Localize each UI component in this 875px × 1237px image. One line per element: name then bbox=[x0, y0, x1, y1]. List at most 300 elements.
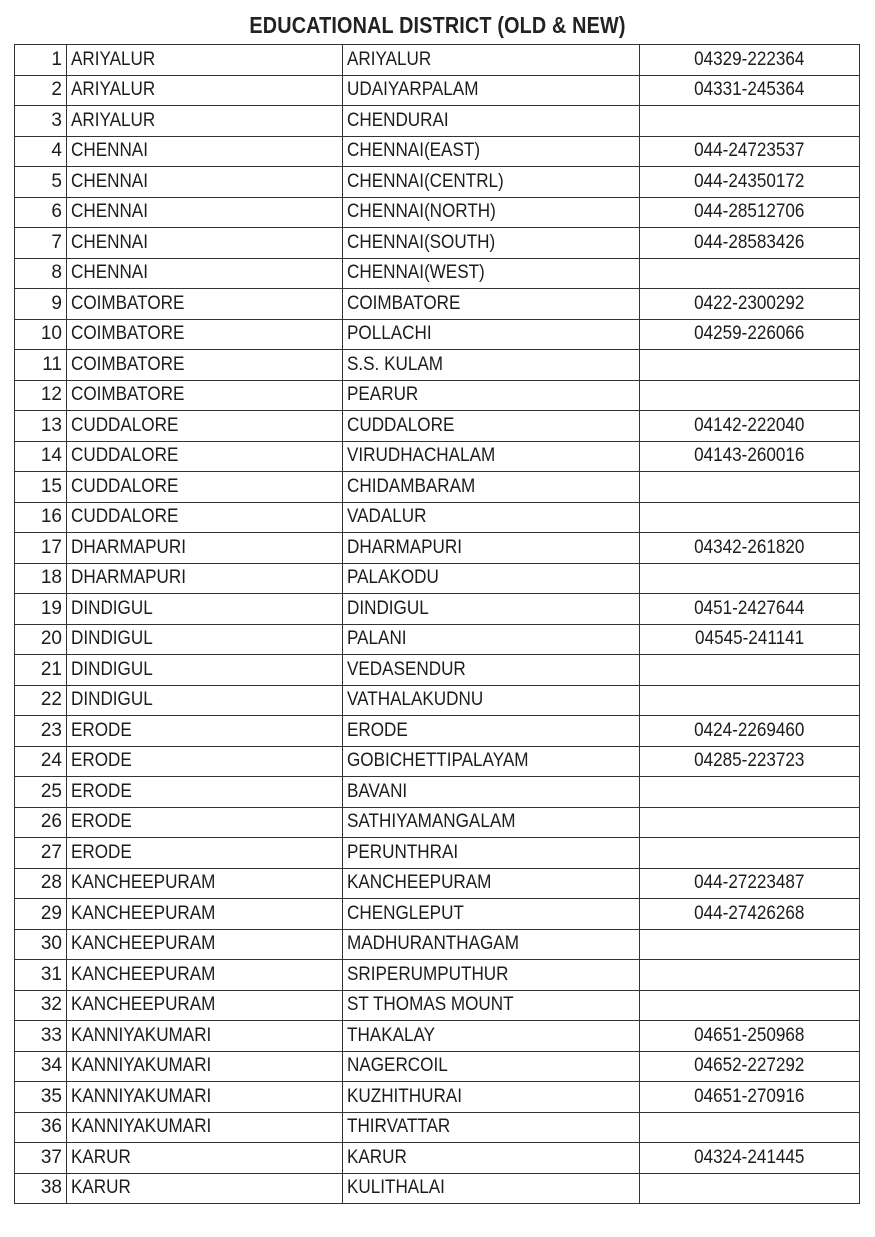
educational-district-text: PALANI bbox=[347, 628, 407, 650]
table-row bbox=[15, 136, 860, 167]
district-text: KANCHEEPURAM bbox=[71, 902, 216, 924]
district-text: CUDDALORE bbox=[71, 445, 179, 467]
district-cell bbox=[67, 990, 343, 1021]
district-cell bbox=[67, 685, 343, 716]
educational-district-text: PALAKODU bbox=[347, 567, 439, 589]
district-text: KANCHEEPURAM bbox=[71, 933, 216, 955]
row-number-text: 19 bbox=[40, 597, 62, 619]
row-number-text: 34 bbox=[40, 1055, 62, 1077]
row-number-text: 12 bbox=[40, 384, 62, 406]
phone-cell bbox=[640, 441, 860, 472]
phone-cell bbox=[640, 380, 860, 411]
row-number-cell bbox=[15, 807, 67, 838]
row-number-text: 11 bbox=[42, 353, 62, 375]
phone-text: 04329-222364 bbox=[694, 48, 805, 70]
district-cell bbox=[67, 380, 343, 411]
district-text: KANNIYAKUMARI bbox=[71, 1116, 212, 1138]
table-row bbox=[15, 1173, 860, 1204]
table-row bbox=[15, 1143, 860, 1174]
phone-text: 04652-227292 bbox=[694, 1055, 805, 1077]
phone-cell bbox=[640, 716, 860, 747]
row-number-cell bbox=[15, 350, 67, 381]
page-title: EDUCATIONAL DISTRICT (OLD & NEW) bbox=[249, 12, 626, 38]
row-number-cell bbox=[15, 1082, 67, 1113]
district-text: ARIYALUR bbox=[71, 79, 156, 101]
row-number-text: 4 bbox=[51, 140, 62, 162]
row-number-cell bbox=[15, 990, 67, 1021]
phone-cell bbox=[640, 502, 860, 533]
educational-district-cell bbox=[343, 45, 640, 76]
row-number-cell bbox=[15, 594, 67, 625]
educational-district-cell bbox=[343, 1021, 640, 1052]
phone-cell bbox=[640, 167, 860, 198]
district-cell bbox=[67, 258, 343, 289]
phone-cell bbox=[640, 563, 860, 594]
district-cell bbox=[67, 960, 343, 991]
district-cell bbox=[67, 75, 343, 106]
table-row bbox=[15, 197, 860, 228]
district-cell bbox=[67, 1143, 343, 1174]
phone-text: 04342-261820 bbox=[694, 536, 805, 558]
row-number-cell bbox=[15, 380, 67, 411]
row-number-text: 29 bbox=[40, 902, 62, 924]
educational-district-cell bbox=[343, 716, 640, 747]
phone-text: 04545-241141 bbox=[694, 628, 805, 650]
phone-cell bbox=[640, 929, 860, 960]
row-number-cell bbox=[15, 106, 67, 137]
phone-cell bbox=[640, 472, 860, 503]
district-text: CHENNAI bbox=[71, 140, 148, 162]
district-text: COIMBATORE bbox=[71, 353, 185, 375]
educational-district-text: CHENDURAI bbox=[347, 109, 449, 131]
table-row bbox=[15, 960, 860, 991]
phone-text: 04324-241445 bbox=[694, 1146, 805, 1168]
row-number-cell bbox=[15, 75, 67, 106]
table-row bbox=[15, 106, 860, 137]
row-number-cell bbox=[15, 45, 67, 76]
district-text: ERODE bbox=[71, 780, 132, 802]
educational-district-text: THIRVATTAR bbox=[347, 1116, 451, 1138]
educational-district-text: CUDDALORE bbox=[347, 414, 455, 436]
table-row bbox=[15, 655, 860, 686]
educational-district-text: NAGERCOIL bbox=[347, 1055, 448, 1077]
educational-district-cell bbox=[343, 655, 640, 686]
district-text: KARUR bbox=[71, 1146, 131, 1168]
educational-district-text: VADALUR bbox=[347, 506, 427, 528]
district-text: KANCHEEPURAM bbox=[71, 872, 216, 894]
row-number-cell bbox=[15, 960, 67, 991]
phone-cell bbox=[640, 807, 860, 838]
district-text: KANNIYAKUMARI bbox=[71, 1085, 212, 1107]
educational-district-cell bbox=[343, 441, 640, 472]
table-row bbox=[15, 746, 860, 777]
district-cell bbox=[67, 929, 343, 960]
educational-district-text: SRIPERUMPUTHUR bbox=[347, 963, 509, 985]
row-number-text: 23 bbox=[40, 719, 62, 741]
phone-cell bbox=[640, 258, 860, 289]
educational-district-text: MADHURANTHAGAM bbox=[347, 933, 519, 955]
educational-district-cell bbox=[343, 533, 640, 564]
district-text: DHARMAPURI bbox=[71, 536, 186, 558]
phone-cell bbox=[640, 350, 860, 381]
row-number-text: 27 bbox=[40, 841, 62, 863]
row-number-text: 31 bbox=[40, 963, 62, 985]
educational-district-text: COIMBATORE bbox=[347, 292, 461, 314]
educational-district-text: VEDASENDUR bbox=[347, 658, 466, 680]
district-text: DINDIGUL bbox=[71, 658, 153, 680]
row-number-text: 16 bbox=[40, 506, 62, 528]
educational-district-cell bbox=[343, 594, 640, 625]
educational-district-text: UDAIYARPALAM bbox=[347, 79, 479, 101]
district-cell bbox=[67, 1082, 343, 1113]
phone-cell bbox=[640, 319, 860, 350]
educational-district-text: CHIDAMBARAM bbox=[347, 475, 476, 497]
educational-district-cell bbox=[343, 380, 640, 411]
phone-text: 04142-222040 bbox=[694, 414, 805, 436]
educational-district-text: POLLACHI bbox=[347, 323, 432, 345]
row-number-text: 26 bbox=[40, 811, 62, 833]
educational-district-cell bbox=[343, 807, 640, 838]
district-cell bbox=[67, 1051, 343, 1082]
phone-cell bbox=[640, 411, 860, 442]
educational-district-cell bbox=[343, 838, 640, 869]
district-cell bbox=[67, 624, 343, 655]
row-number-text: 9 bbox=[51, 292, 62, 314]
district-cell bbox=[67, 1173, 343, 1204]
educational-district-cell bbox=[343, 990, 640, 1021]
row-number-text: 8 bbox=[51, 262, 62, 284]
row-number-cell bbox=[15, 289, 67, 320]
phone-cell bbox=[640, 624, 860, 655]
table-row bbox=[15, 716, 860, 747]
phone-text: 04259-226066 bbox=[694, 323, 805, 345]
phone-text: 044-24723537 bbox=[694, 140, 805, 162]
district-cell bbox=[67, 533, 343, 564]
table-row bbox=[15, 411, 860, 442]
district-text: ERODE bbox=[71, 750, 132, 772]
row-number-text: 15 bbox=[40, 475, 62, 497]
phone-text: 0422-2300292 bbox=[694, 292, 805, 314]
educational-district-text: ST THOMAS MOUNT bbox=[347, 994, 514, 1016]
educational-district-text: SATHIYAMANGALAM bbox=[347, 811, 516, 833]
table-row bbox=[15, 380, 860, 411]
district-text: ARIYALUR bbox=[71, 48, 156, 70]
table-row bbox=[15, 685, 860, 716]
phone-cell bbox=[640, 1143, 860, 1174]
district-cell bbox=[67, 868, 343, 899]
district-cell bbox=[67, 45, 343, 76]
educational-district-cell bbox=[343, 502, 640, 533]
row-number-text: 2 bbox=[51, 79, 62, 101]
phone-text: 04651-270916 bbox=[694, 1085, 805, 1107]
row-number-cell bbox=[15, 502, 67, 533]
row-number-text: 1 bbox=[51, 48, 62, 70]
table-row bbox=[15, 533, 860, 564]
educational-district-cell bbox=[343, 106, 640, 137]
district-text: KANCHEEPURAM bbox=[71, 963, 216, 985]
row-number-cell bbox=[15, 167, 67, 198]
row-number-text: 13 bbox=[40, 414, 62, 436]
table-row bbox=[15, 624, 860, 655]
district-cell bbox=[67, 197, 343, 228]
phone-cell bbox=[640, 75, 860, 106]
phone-cell bbox=[640, 746, 860, 777]
phone-cell bbox=[640, 655, 860, 686]
district-text: COIMBATORE bbox=[71, 292, 185, 314]
educational-district-cell bbox=[343, 1173, 640, 1204]
district-cell bbox=[67, 594, 343, 625]
row-number-text: 38 bbox=[40, 1177, 62, 1199]
educational-district-cell bbox=[343, 258, 640, 289]
district-cell bbox=[67, 655, 343, 686]
educational-district-text: THAKALAY bbox=[347, 1024, 436, 1046]
educational-district-cell bbox=[343, 685, 640, 716]
educational-district-cell bbox=[343, 75, 640, 106]
row-number-text: 22 bbox=[40, 689, 62, 711]
table-row bbox=[15, 75, 860, 106]
phone-cell bbox=[640, 868, 860, 899]
educational-district-cell bbox=[343, 899, 640, 930]
educational-district-text: DHARMAPURI bbox=[347, 536, 462, 558]
phone-text: 044-27426268 bbox=[694, 902, 805, 924]
educational-district-text: CHENNAI(SOUTH) bbox=[347, 231, 496, 253]
row-number-cell bbox=[15, 411, 67, 442]
table-row bbox=[15, 838, 860, 869]
district-cell bbox=[67, 289, 343, 320]
educational-district-text: CHENNAI(NORTH) bbox=[347, 201, 496, 223]
educational-district-text: BAVANI bbox=[347, 780, 408, 802]
row-number-cell bbox=[15, 319, 67, 350]
district-cell bbox=[67, 563, 343, 594]
table-row bbox=[15, 45, 860, 76]
table-row bbox=[15, 899, 860, 930]
phone-cell bbox=[640, 777, 860, 808]
row-number-cell bbox=[15, 838, 67, 869]
educational-district-text: DINDIGUL bbox=[347, 597, 429, 619]
row-number-text: 30 bbox=[40, 933, 62, 955]
district-text: ERODE bbox=[71, 841, 132, 863]
table-row bbox=[15, 1082, 860, 1113]
row-number-cell bbox=[15, 655, 67, 686]
educational-district-text: VIRUDHACHALAM bbox=[347, 445, 496, 467]
educational-district-text: ARIYALUR bbox=[347, 48, 432, 70]
phone-cell bbox=[640, 228, 860, 259]
row-number-text: 24 bbox=[40, 750, 62, 772]
table-row bbox=[15, 929, 860, 960]
district-text: CUDDALORE bbox=[71, 475, 179, 497]
district-cell bbox=[67, 1021, 343, 1052]
district-cell bbox=[67, 411, 343, 442]
row-number-cell bbox=[15, 1021, 67, 1052]
educational-district-cell bbox=[343, 868, 640, 899]
phone-cell bbox=[640, 1021, 860, 1052]
educational-district-cell bbox=[343, 350, 640, 381]
educational-district-cell bbox=[343, 472, 640, 503]
phone-text: 04331-245364 bbox=[694, 79, 805, 101]
district-cell bbox=[67, 136, 343, 167]
phone-text: 04285-223723 bbox=[694, 750, 805, 772]
district-text: ARIYALUR bbox=[71, 109, 156, 131]
phone-cell bbox=[640, 899, 860, 930]
row-number-cell bbox=[15, 1143, 67, 1174]
row-number-text: 3 bbox=[51, 109, 62, 131]
educational-district-text: KARUR bbox=[347, 1146, 407, 1168]
row-number-text: 5 bbox=[51, 170, 62, 192]
district-cell bbox=[67, 350, 343, 381]
row-number-text: 37 bbox=[40, 1146, 62, 1168]
educational-district-text: VATHALAKUDNU bbox=[347, 689, 484, 711]
phone-cell bbox=[640, 45, 860, 76]
district-text: KANCHEEPURAM bbox=[71, 994, 216, 1016]
educational-district-cell bbox=[343, 929, 640, 960]
educational-district-cell bbox=[343, 563, 640, 594]
district-cell bbox=[67, 319, 343, 350]
district-text: CHENNAI bbox=[71, 262, 148, 284]
educational-district-cell bbox=[343, 411, 640, 442]
table-row bbox=[15, 868, 860, 899]
district-cell bbox=[67, 502, 343, 533]
educational-district-cell bbox=[343, 1143, 640, 1174]
phone-cell bbox=[640, 960, 860, 991]
phone-text: 044-28512706 bbox=[694, 201, 805, 223]
district-cell bbox=[67, 472, 343, 503]
row-number-cell bbox=[15, 624, 67, 655]
phone-cell bbox=[640, 136, 860, 167]
row-number-text: 36 bbox=[40, 1116, 62, 1138]
district-cell bbox=[67, 807, 343, 838]
educational-district-cell bbox=[343, 1112, 640, 1143]
educational-district-cell bbox=[343, 960, 640, 991]
row-number-cell bbox=[15, 472, 67, 503]
district-text: CHENNAI bbox=[71, 170, 148, 192]
phone-cell bbox=[640, 685, 860, 716]
table-row bbox=[15, 228, 860, 259]
row-number-cell bbox=[15, 563, 67, 594]
educational-district-cell bbox=[343, 289, 640, 320]
row-number-cell bbox=[15, 197, 67, 228]
row-number-text: 35 bbox=[40, 1085, 62, 1107]
table-row bbox=[15, 258, 860, 289]
educational-district-cell bbox=[343, 777, 640, 808]
table-row bbox=[15, 472, 860, 503]
phone-text: 044-28583426 bbox=[694, 231, 805, 253]
educational-district-cell bbox=[343, 136, 640, 167]
table-row bbox=[15, 990, 860, 1021]
educational-district-text: CHENNAI(EAST) bbox=[347, 140, 481, 162]
district-text: COIMBATORE bbox=[71, 384, 185, 406]
phone-cell bbox=[640, 594, 860, 625]
row-number-cell bbox=[15, 929, 67, 960]
educational-district-text: KUZHITHURAI bbox=[347, 1085, 462, 1107]
row-number-cell bbox=[15, 777, 67, 808]
district-text: KANNIYAKUMARI bbox=[71, 1024, 212, 1046]
district-text: KANNIYAKUMARI bbox=[71, 1055, 212, 1077]
educational-district-text: GOBICHETTIPALAYAM bbox=[347, 750, 529, 772]
phone-cell bbox=[640, 990, 860, 1021]
row-number-text: 14 bbox=[40, 445, 62, 467]
row-number-cell bbox=[15, 868, 67, 899]
row-number-text: 28 bbox=[40, 872, 62, 894]
table-row bbox=[15, 350, 860, 381]
row-number-text: 6 bbox=[51, 201, 62, 223]
row-number-text: 17 bbox=[40, 536, 62, 558]
row-number-text: 33 bbox=[40, 1024, 62, 1046]
district-text: CUDDALORE bbox=[71, 506, 179, 528]
district-cell bbox=[67, 228, 343, 259]
district-cell bbox=[67, 1112, 343, 1143]
phone-cell bbox=[640, 838, 860, 869]
phone-cell bbox=[640, 197, 860, 228]
phone-text: 0451-2427644 bbox=[694, 597, 805, 619]
district-text: CHENNAI bbox=[71, 201, 148, 223]
educational-district-text: PEARUR bbox=[347, 384, 419, 406]
table-row bbox=[15, 441, 860, 472]
educational-district-cell bbox=[343, 624, 640, 655]
district-cell bbox=[67, 838, 343, 869]
district-text: CHENNAI bbox=[71, 231, 148, 253]
table-row bbox=[15, 319, 860, 350]
row-number-text: 18 bbox=[40, 567, 62, 589]
table-row bbox=[15, 594, 860, 625]
row-number-text: 25 bbox=[40, 780, 62, 802]
district-text: ERODE bbox=[71, 811, 132, 833]
phone-cell bbox=[640, 1082, 860, 1113]
row-number-cell bbox=[15, 685, 67, 716]
table-row bbox=[15, 1051, 860, 1082]
table-row bbox=[15, 807, 860, 838]
phone-text: 0424-2269460 bbox=[694, 719, 805, 741]
table-row bbox=[15, 563, 860, 594]
phone-text: 04143-260016 bbox=[694, 445, 805, 467]
educational-district-text: PERUNTHRAI bbox=[347, 841, 459, 863]
educational-district-text: S.S. KULAM bbox=[347, 353, 443, 375]
district-text: ERODE bbox=[71, 719, 132, 741]
phone-cell bbox=[640, 289, 860, 320]
educational-district-text: CHENNAI(CENTRL) bbox=[347, 170, 504, 192]
district-text: DHARMAPURI bbox=[71, 567, 186, 589]
table-row bbox=[15, 502, 860, 533]
row-number-cell bbox=[15, 746, 67, 777]
district-text: DINDIGUL bbox=[71, 689, 153, 711]
phone-text: 044-27223487 bbox=[694, 872, 805, 894]
row-number-cell bbox=[15, 258, 67, 289]
row-number-cell bbox=[15, 533, 67, 564]
district-cell bbox=[67, 777, 343, 808]
table-row bbox=[15, 1112, 860, 1143]
district-text: KARUR bbox=[71, 1177, 131, 1199]
table-row bbox=[15, 777, 860, 808]
educational-district-text: CHENNAI(WEST) bbox=[347, 262, 485, 284]
table-row bbox=[15, 167, 860, 198]
educational-district-cell bbox=[343, 1082, 640, 1113]
row-number-cell bbox=[15, 441, 67, 472]
row-number-text: 10 bbox=[40, 323, 62, 345]
district-table bbox=[14, 44, 860, 1204]
table-row bbox=[15, 289, 860, 320]
district-cell bbox=[67, 106, 343, 137]
phone-cell bbox=[640, 1173, 860, 1204]
district-text: DINDIGUL bbox=[71, 628, 153, 650]
educational-district-cell bbox=[343, 746, 640, 777]
educational-district-text: ERODE bbox=[347, 719, 408, 741]
district-text: COIMBATORE bbox=[71, 323, 185, 345]
row-number-text: 7 bbox=[51, 231, 62, 253]
educational-district-text: KULITHALAI bbox=[347, 1177, 445, 1199]
phone-cell bbox=[640, 533, 860, 564]
district-cell bbox=[67, 716, 343, 747]
educational-district-cell bbox=[343, 197, 640, 228]
educational-district-cell bbox=[343, 1051, 640, 1082]
